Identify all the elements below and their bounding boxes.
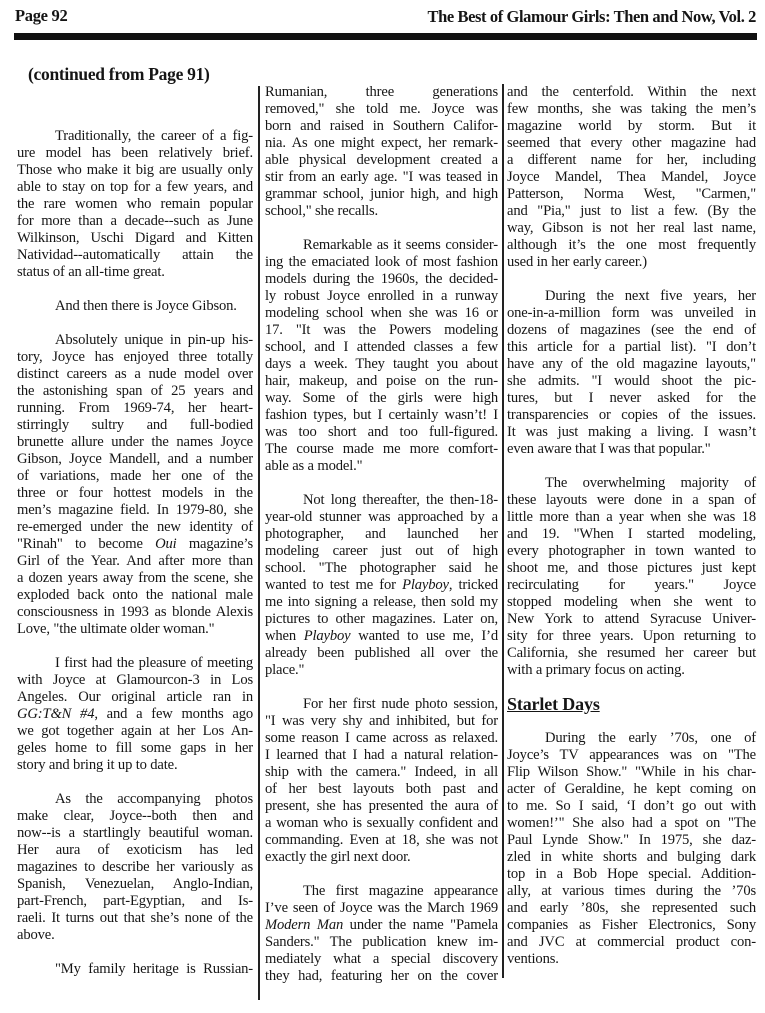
- text-line: way, Gibson is not her real last name,: [507, 220, 756, 236]
- text-line: a different name for her, including: [507, 152, 756, 168]
- article-column-middle: [265, 84, 498, 985]
- text-line: with Joyce at Glamourcon-3 in Los: [17, 672, 253, 688]
- text-line: some reason I came across as relaxed.: [265, 730, 498, 746]
- text-line: and the centerfold. Within the next: [507, 84, 756, 100]
- text-line: ventions.: [507, 951, 559, 967]
- text-line: zled in white shorts and bulging dark: [507, 849, 756, 865]
- paragraph-gap: [265, 679, 498, 696]
- text-line: able physical development created a: [265, 152, 498, 168]
- paragraph-gap: [507, 713, 756, 730]
- italic-title: Oui: [155, 536, 177, 552]
- text-line: every photographer in town wanted to: [507, 543, 756, 559]
- text-line: these layouts were done in a span of: [507, 492, 756, 508]
- text-line: way. Some of the girls were high: [265, 390, 498, 406]
- italic-title: Playboy: [402, 577, 449, 593]
- text-line: able as a model.": [265, 458, 363, 474]
- article-column-right: [507, 84, 756, 968]
- text-line: geles home to fill some gaps in her: [17, 740, 253, 756]
- text-line: story and bring it up to date.: [17, 757, 178, 773]
- paragraph-gap: [265, 220, 498, 237]
- text-line: and early ’80s, she represented such: [507, 900, 756, 916]
- text-line: and JVC at commercial product con-: [507, 934, 756, 950]
- text-line: photographer, and launched her: [265, 526, 498, 542]
- text-line: raeli. It turns out that she’s none of the: [17, 910, 253, 926]
- text-line: acter of Geraldine, he kept coming on: [507, 781, 756, 797]
- text-line: was too short and too full-figured.: [265, 424, 498, 440]
- text-line: And then there is Joyce Gibson.: [55, 298, 237, 314]
- text-line: used in her early career.): [507, 254, 647, 270]
- text-line: already been published all over the: [265, 645, 498, 661]
- article-column-left: [17, 128, 253, 978]
- text-segment: when: [265, 628, 304, 644]
- paragraph-gap: [507, 458, 756, 475]
- italic-title: GG:T&N #4: [17, 706, 95, 722]
- text-line: During the early ’70s, one of: [545, 730, 756, 746]
- page-number: Page 92: [15, 6, 68, 25]
- text-line: Gibson, Joyce Mandell, and a number: [17, 451, 253, 467]
- text-line: ing the emaciated look of most fashion: [265, 254, 498, 270]
- text-line: of her best layouts both past and: [265, 781, 498, 797]
- text-line: Those who make it big are usually only: [17, 162, 253, 178]
- text-line: ure model has been relatively brief.: [17, 145, 253, 161]
- text-line: During the next five years, her: [545, 288, 756, 304]
- text-line: she admits. "I would shoot the pic-: [507, 373, 756, 389]
- text-line: Joyce’s TV appearances was on "The: [507, 747, 756, 763]
- text-line: stir from an early age. "I was teased in: [265, 169, 498, 185]
- paragraph-gap: [507, 271, 756, 288]
- text-line: I’ve seen of Joyce was the March 1969: [265, 900, 498, 916]
- paragraph-gap: [17, 944, 253, 961]
- text-line: school. "The photographer said he: [265, 560, 498, 576]
- text-line: The overwhelming majority of: [545, 475, 756, 491]
- text-line: re-emerged under the new identity of: [17, 519, 253, 535]
- text-line: Spanish, Venezuelan, Anglo-Indian,: [17, 876, 253, 892]
- text-line: this article for a partial list). "I don’t: [507, 339, 756, 355]
- text-line: removed," she told me. Joyce was: [265, 101, 498, 117]
- text-line: nia. As one might expect, her remark-: [265, 135, 498, 151]
- text-line: even aware that I was that popular.": [507, 441, 711, 457]
- text-line: [17, 706, 253, 723]
- text-line: distinct careers as a nude model over: [17, 366, 253, 382]
- text-line: recirculating for years." Joyce: [507, 577, 756, 593]
- text-line: "My family heritage is Russian-: [55, 961, 253, 977]
- text-line: Not long thereafter, the then-18-: [303, 492, 498, 508]
- text-line: three or four hottest models in the: [17, 485, 253, 501]
- text-segment: wanted to use me, I’d: [350, 628, 498, 644]
- text-line: [17, 536, 253, 553]
- text-line: present, she has presented the aura of: [265, 798, 498, 814]
- text-line: stopped modeling when she went to: [507, 594, 756, 610]
- text-line: school," she recalls.: [265, 203, 379, 219]
- text-line: few months, she was taking the men’s: [507, 101, 756, 117]
- text-line: exactly the girl next door.: [265, 849, 411, 865]
- text-line: hair, makeup, and poise on the run-: [265, 373, 498, 389]
- text-line: Wilkinson, Uschi Digard and Kitten: [17, 230, 253, 246]
- text-line: pictures to other magazines. Later on,: [265, 611, 498, 627]
- text-line: Remarkable as it seems consider-: [303, 237, 498, 253]
- text-line: school, and I attended classes a few: [265, 339, 498, 355]
- text-line: the astonishing span of 25 years and: [17, 383, 253, 399]
- continued-note: (continued from Page 91): [28, 64, 210, 84]
- text-line: grammar school, junior high, and high: [265, 186, 498, 202]
- text-line: place.": [265, 662, 305, 678]
- text-line: sity for three years. Upon returning to: [507, 628, 756, 644]
- text-line: exploded back onto the national male: [17, 587, 253, 603]
- text-line: the rare women who remain popular: [17, 196, 253, 212]
- text-line: women!’" She also had a spot on "The: [507, 815, 756, 831]
- text-line: one-in-a-million form was unveiled in: [507, 305, 756, 321]
- text-line: to me. So I said, ‘I don’t go out with: [507, 798, 756, 814]
- text-line: [265, 917, 498, 934]
- paragraph-gap: [17, 774, 253, 791]
- text-line: For her first nude photo session,: [303, 696, 498, 712]
- text-line: Traditionally, the career of a fig-: [55, 128, 253, 144]
- text-line: above.: [17, 927, 55, 943]
- text-line: a dozen years away from the scene, she: [17, 570, 253, 586]
- text-line: Love, "the ultimate older woman.": [17, 621, 215, 637]
- text-line: we got together again at her Los An-: [17, 723, 253, 739]
- text-line: Flip Wilson Show." "While in his char-: [507, 764, 756, 780]
- text-line: ship with the camera." Indeed, in all: [265, 764, 498, 780]
- text-line: top in a Bob Hope special. Addition-: [507, 866, 756, 882]
- text-line: with a primary focus on acting.: [507, 662, 685, 678]
- text-line: stirringly sultry and full-bodied: [17, 417, 253, 433]
- text-line: Paul Lynde Show." In 1975, she daz-: [507, 832, 756, 848]
- text-line: born and raised in Southern Califor-: [265, 118, 498, 134]
- text-line: [265, 628, 498, 645]
- text-line: transparencies or copies of the issues.: [507, 407, 756, 423]
- paragraph-gap: [17, 315, 253, 332]
- text-line: magazines to describe her variously as: [17, 859, 253, 875]
- text-line: Rumanian, three generations: [265, 84, 498, 100]
- text-line: they had, featuring her on the cover: [265, 968, 498, 984]
- text-segment: "Rinah" to become: [17, 536, 156, 552]
- text-line: make clear, Joyce--both then and: [17, 808, 253, 824]
- text-line: although it’s the one most frequently: [507, 237, 756, 253]
- text-line: of variations, made her one of the: [17, 468, 253, 484]
- text-line: modeling career just out of high: [265, 543, 498, 559]
- text-line: men’s magazine field. In 1979-80, she: [17, 502, 253, 518]
- text-line: days a week. They taught you about: [265, 356, 498, 372]
- column-divider: [502, 84, 504, 978]
- paragraph-gap: [265, 866, 498, 883]
- text-line: modeling school when she was 16 or: [265, 305, 498, 321]
- text-line: Girl of the Year. And after more than: [17, 553, 253, 569]
- text-line: 17. "It was the Powers modeling: [265, 322, 498, 338]
- text-line: "I was very shy and inhibited, but for: [265, 713, 498, 729]
- text-line: [265, 577, 498, 594]
- text-line: I learned that I had a natural relation-: [265, 747, 498, 763]
- text-line: commanding. Even at 18, she was not: [265, 832, 498, 848]
- text-line: have any of the old magazine layouts,": [507, 356, 756, 372]
- text-line: now--is a startlingly beautiful woman.: [17, 825, 253, 841]
- text-segment: , tricked: [448, 577, 498, 593]
- italic-title: Modern Man: [265, 917, 344, 933]
- text-line: New York to attend Syracuse Univer-: [507, 611, 756, 627]
- text-segment: wanted to test me for: [265, 577, 403, 593]
- text-line: Angeles. Our original article ran in: [17, 689, 253, 705]
- text-line: year-old stunner was approached by a: [265, 509, 498, 525]
- text-line: Absolutely unique in pin-up his-: [55, 332, 253, 348]
- text-line: Patterson, Norma West, "Carmen,": [507, 186, 756, 202]
- text-line: ally, at various times during the ’70s: [507, 883, 756, 899]
- text-line: shoot me, and those pictures just kept: [507, 560, 756, 576]
- text-line: status of an all-time great.: [17, 264, 165, 280]
- text-line: Joyce Mandel, Thea Mandel, Joyce: [507, 169, 756, 185]
- text-line: little more than a year when she was 18: [507, 509, 756, 525]
- text-line: a woman who is sexually confident and: [265, 815, 498, 831]
- text-line: running. From 1969-74, her heart-: [17, 400, 253, 416]
- paragraph-gap: [17, 281, 253, 298]
- column-divider: [258, 86, 260, 1000]
- text-line: dozens of magazines (see the end of: [507, 322, 756, 338]
- text-line: mediately what a special discovery: [265, 951, 498, 967]
- paragraph-gap: [265, 475, 498, 492]
- text-line: Natividad--automatically attain the: [17, 247, 253, 263]
- section-heading: Starlet Days: [507, 694, 600, 714]
- text-line: consciousness in 1993 as blonde Alexis: [17, 604, 253, 620]
- text-line: tures, but I never asked for the: [507, 390, 756, 406]
- text-line: Sanders." The publication knew im-: [265, 934, 498, 950]
- text-line: fashion types, but I certainly wasn’t! I: [265, 407, 498, 423]
- italic-title: Playboy: [303, 628, 351, 644]
- text-line: able to stay on top for a few years, and: [17, 179, 253, 195]
- text-segment: under the name "Pamela: [343, 917, 498, 933]
- text-line: and "Pia," just to list a few. (By the: [507, 203, 756, 219]
- text-line: tory, Joyce has enjoyed three totally: [17, 349, 253, 365]
- text-line: The course made me more comfort-: [265, 441, 498, 457]
- publication-title: The Best of Glamour Girls: Then and Now, Vol. 2: [427, 7, 756, 26]
- text-line: California, she resumed her career but: [507, 645, 756, 661]
- text-line: I first had the pleasure of meeting: [55, 655, 253, 671]
- text-segment: , and a few months ago: [94, 706, 253, 722]
- text-line: seemed that every other magazine had: [507, 135, 756, 151]
- text-line: The first magazine appearance: [303, 883, 498, 899]
- text-line: As the accompanying photos: [55, 791, 253, 807]
- text-segment: magazine’s: [176, 536, 253, 552]
- text-line: Her aura of exoticism has led: [17, 842, 253, 858]
- text-line: companies as Fisher Electronics, Sony: [507, 917, 756, 933]
- text-line: and 19. "When I started modeling,: [507, 526, 756, 542]
- text-line: me into signing a release, then sold my: [265, 594, 498, 610]
- text-line: It was just making a living. I wasn’t: [507, 424, 756, 440]
- text-line: models during the 1960s, the decided-: [265, 271, 498, 287]
- text-line: magazine world by storm. But it: [507, 118, 756, 134]
- text-line: brunette allure under the names Joyce: [17, 434, 253, 450]
- text-line: ly robust Joyce enrolled in a runway: [265, 288, 498, 304]
- header-rule: [14, 33, 757, 40]
- text-line: part-French, part-Egyptian, and Is-: [17, 893, 253, 909]
- text-line: for more than a decade--such as June: [17, 213, 253, 229]
- paragraph-gap: [17, 638, 253, 655]
